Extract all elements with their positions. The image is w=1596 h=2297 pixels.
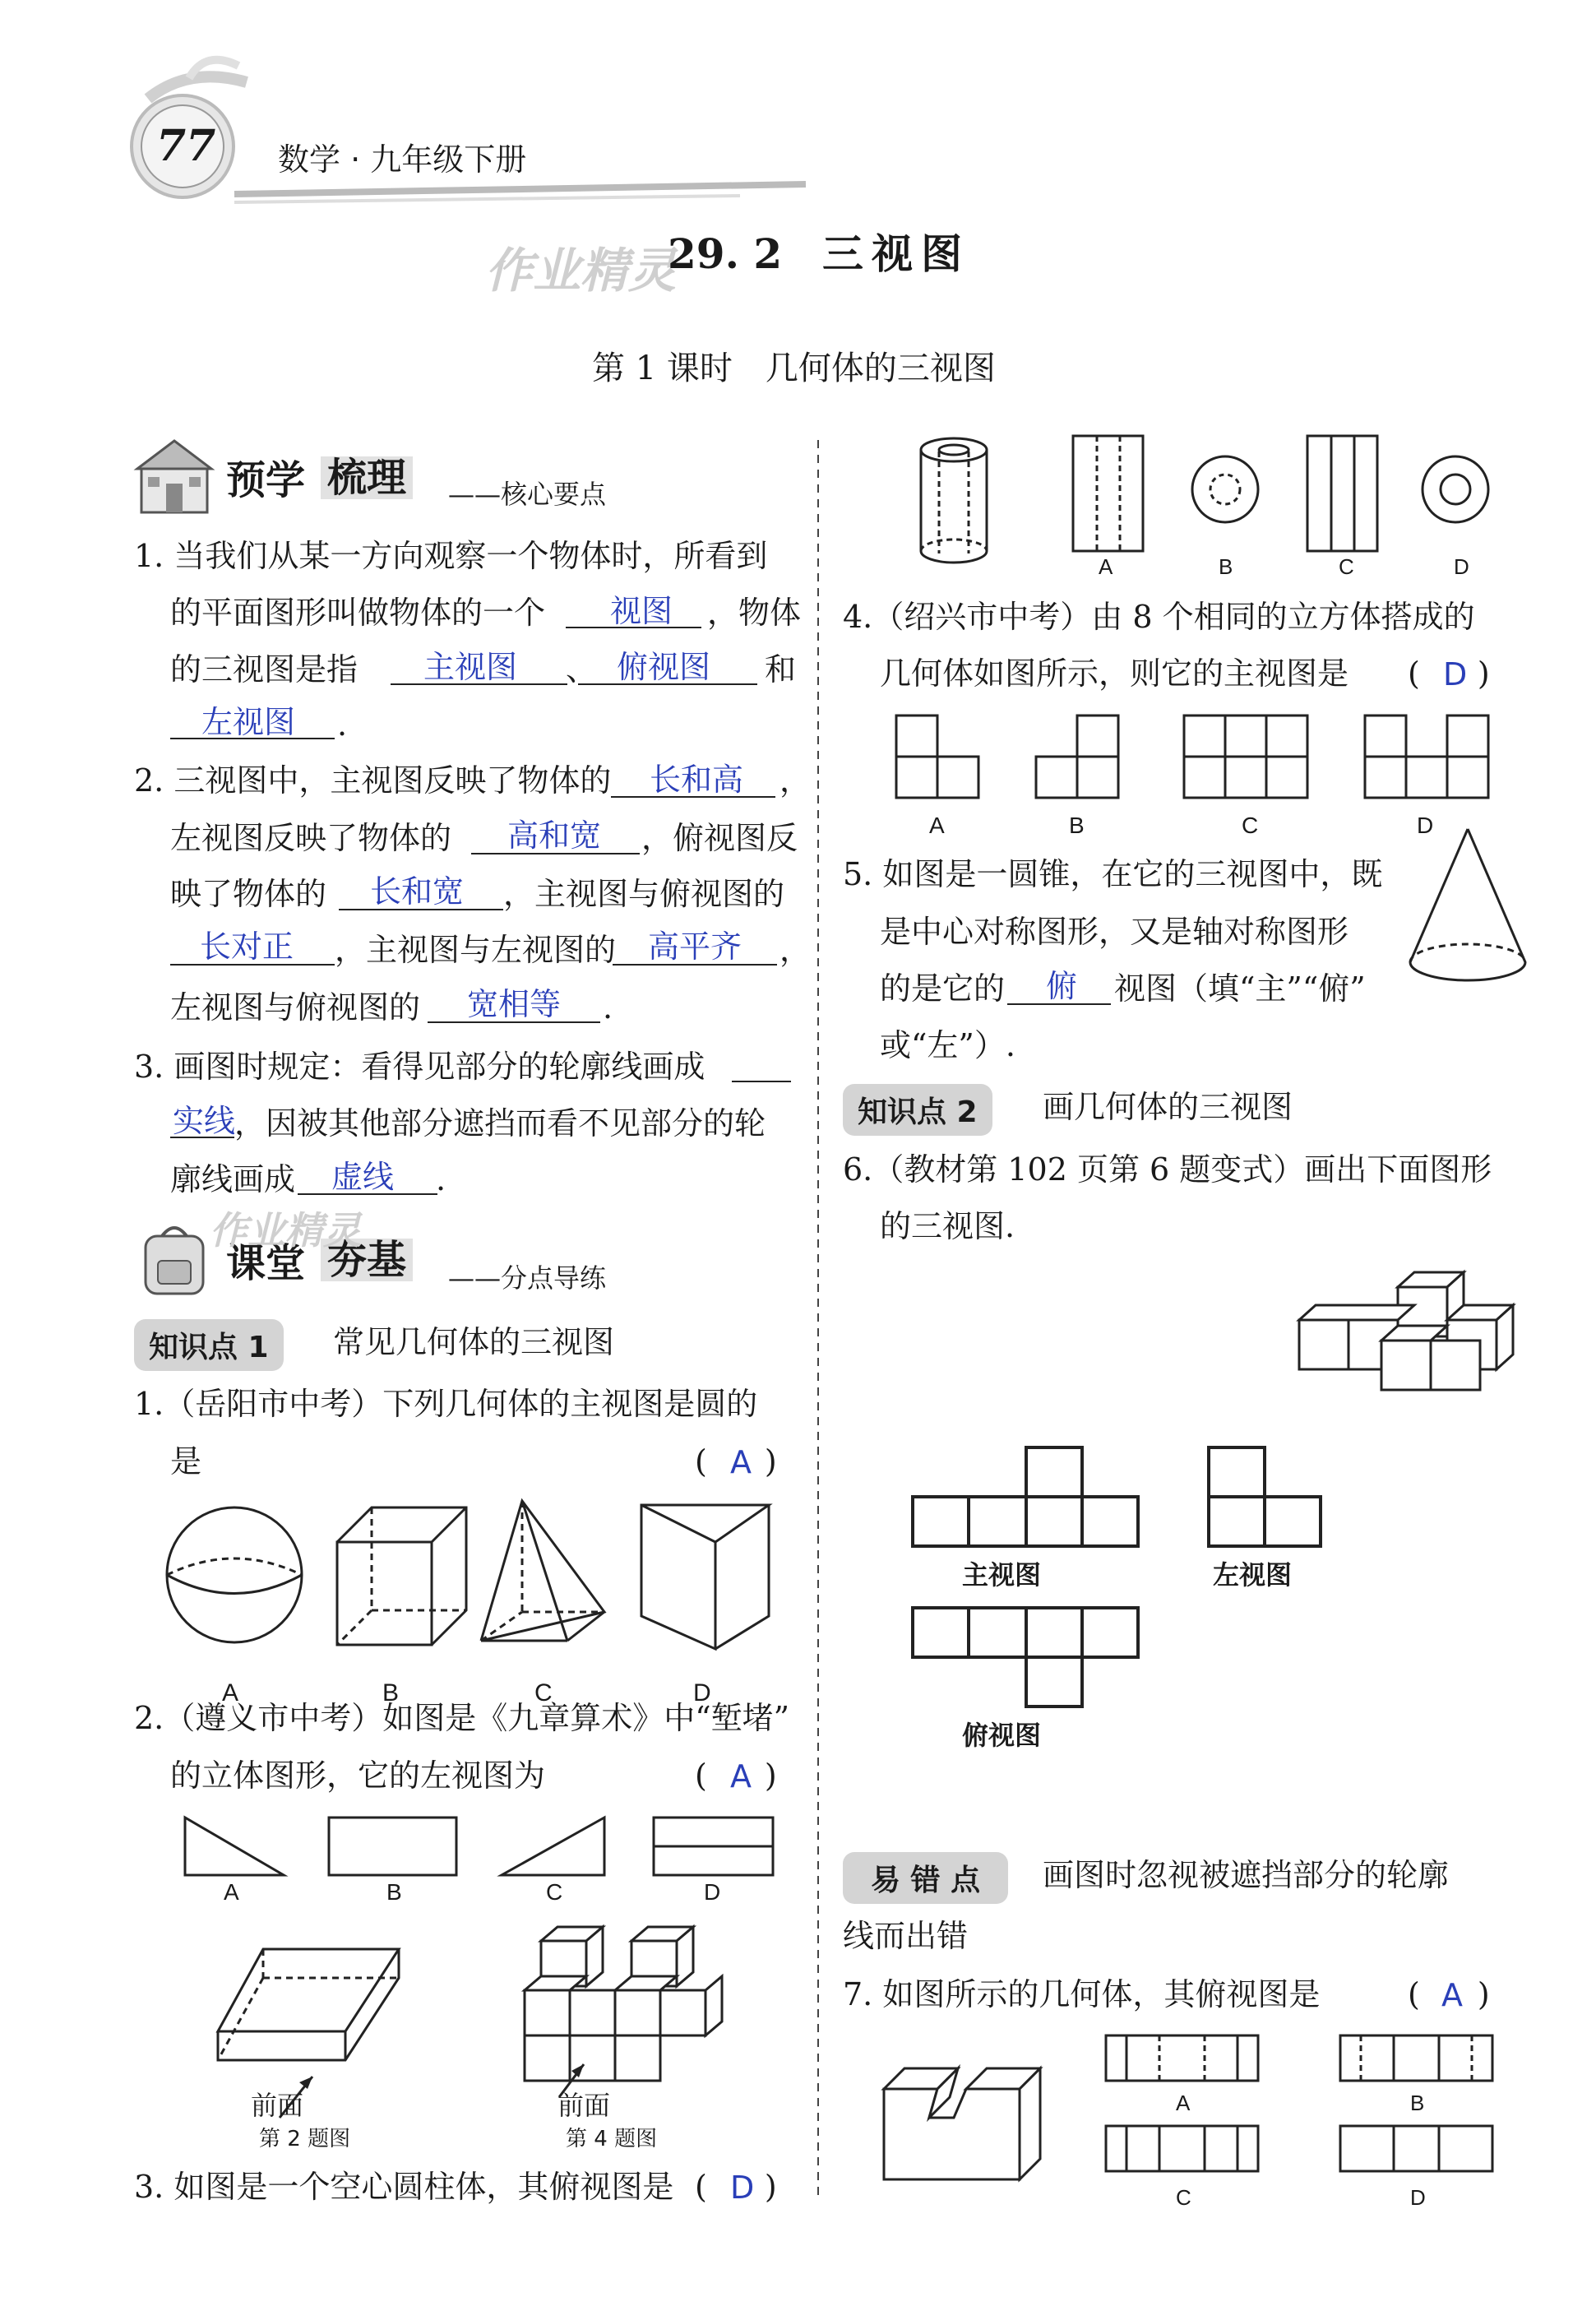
e1-line2: 是: [170, 1443, 202, 1480]
pitfall-title: 画图时忽视被遮挡部分的轮廓: [1043, 1857, 1450, 1893]
figure-q2-front-label: 前面: [251, 2090, 304, 2121]
answer-q2-4: 长对正: [200, 929, 294, 965]
e7-paren: ( ): [1408, 1976, 1490, 2012]
q1-line1: 1. 当我们从某一方向观察一个物体时，所看到: [134, 538, 768, 574]
answer-e2: A: [730, 1758, 752, 1795]
e3-line1: 3. 如图是一个空心圆柱体，其俯视图是: [134, 2169, 674, 2205]
e2-options-figures: [164, 1805, 822, 1896]
e1-option-a: A: [222, 1679, 239, 1707]
e4-paren: ( ): [1408, 655, 1490, 692]
blank-q3-1a: [732, 1081, 791, 1082]
pitfall-title-2: 线而出错: [843, 1918, 969, 1954]
knowledge-point-2-title: 画几何体的三视图: [1043, 1089, 1293, 1125]
classroom-heading-b: 夯基: [321, 1239, 413, 1281]
e6-line1: 6.（教材第 102 页第 6 题变式）画出下面图形: [843, 1151, 1492, 1188]
pitfall-tag: 易 错 点: [843, 1852, 1008, 1904]
e3-figures: [913, 432, 1587, 572]
figure-q4-caption: 第 4 题图: [566, 2127, 658, 2151]
section-title: 三视图: [822, 229, 970, 278]
e7-option-a: A: [1176, 2091, 1191, 2115]
e7-solid-figure: [880, 2056, 1077, 2196]
e4-option-b: B: [1069, 813, 1085, 838]
q2-line2a: 左视图反映了物体的: [170, 820, 452, 856]
header-banner: [0, 0, 1596, 214]
q1-line2a: 的平面图形叫做物体的一个: [170, 595, 546, 631]
answer-q1-3: 俯视图: [617, 649, 711, 685]
figure-q2-caption: 第 2 题图: [259, 2127, 351, 2151]
q3-line1: 3. 画图时规定：看得见部分的轮廓线画成: [134, 1049, 705, 1085]
e7-option-c: C: [1176, 2185, 1191, 2210]
e6-left-view-label: 左视图: [1213, 1559, 1293, 1591]
knowledge-point-2-tag: 知识点 2: [843, 1084, 992, 1136]
e7-line1: 7. 如图所示的几何体，其俯视图是: [843, 1976, 1321, 2012]
q1-sep: 、: [566, 651, 598, 688]
e1-option-b: B: [382, 1679, 400, 1707]
sphere-shape: [167, 1507, 302, 1642]
e3-option-a: A: [1099, 554, 1113, 579]
answer-q1-4: 左视图: [201, 704, 296, 740]
e7-option-d: D: [1410, 2185, 1426, 2210]
e3-paren: ( ): [695, 2169, 777, 2205]
e3-option-c: C: [1339, 554, 1354, 579]
e5-line2: 是中心对称图形，又是轴对称图形: [880, 914, 1349, 950]
e3-option-b: B: [1219, 554, 1233, 579]
e5-line1: 5. 如图是一圆锥，在它的三视图中，既: [843, 856, 1383, 892]
e2-paren: ( ): [695, 1757, 777, 1794]
e6-main-view-label: 主视图: [962, 1559, 1042, 1591]
column-divider: [817, 440, 820, 2200]
e2-line1: 2.（遵义市中考）如图是《九章算术》中“堑堵”: [134, 1700, 790, 1736]
answer-q3-2: 虚线: [331, 1159, 395, 1195]
classroom-subtitle: ——分点导练: [448, 1262, 607, 1294]
e4-option-a: A: [929, 813, 945, 838]
e1-option-d: D: [693, 1679, 711, 1707]
e6-line2: 的三视图.: [880, 1208, 1015, 1244]
q3-end: .: [436, 1161, 446, 1197]
lesson-title: 第 1 课时 几何体的三视图: [592, 350, 996, 387]
answer-q2-5: 高平齐: [648, 929, 742, 965]
e1-paren: ( ): [695, 1443, 777, 1480]
q1-end: .: [337, 706, 348, 743]
answer-e5: 俯: [1046, 968, 1078, 1004]
e2-line2: 的立体图形，它的左视图为: [170, 1757, 546, 1794]
q1-line3b: 和: [765, 651, 797, 688]
cube-shape: [337, 1507, 466, 1645]
watermark: 作业精灵: [485, 243, 677, 299]
answer-q1-2: 主视图: [423, 649, 518, 685]
q2-line3a: 映了物体的: [170, 876, 327, 912]
answer-q3-1: 实线: [173, 1103, 236, 1139]
q3-line2: ，因被其他部分遮挡而看不见部分的轮: [234, 1105, 766, 1142]
e3-option-d: D: [1454, 554, 1469, 579]
preview-subtitle: ——核心要点: [448, 479, 607, 510]
e7-option-b: B: [1410, 2091, 1425, 2115]
q2-end: .: [603, 989, 613, 1026]
answer-e3: D: [730, 2170, 755, 2206]
q2-line4b: ，: [779, 932, 812, 968]
e4-options-figures: [892, 711, 1566, 810]
classroom-heading-a: 课堂: [226, 1240, 306, 1286]
q2-line2b: ，俯视图反: [641, 820, 798, 856]
e1-line1: 1.（岳阳市中考）下列几何体的主视图是圆的: [134, 1386, 758, 1422]
backpack-icon: [133, 1216, 215, 1298]
e2-option-b: B: [386, 1879, 402, 1905]
watermark-2: 作业精灵: [210, 1208, 361, 1253]
e4-line1: 4.（绍兴市中考）由 8 个相同的立方体搭成的: [843, 599, 1475, 635]
q2-line5a: 左视图与俯视图的: [170, 989, 421, 1026]
q1-line2b: ，物体: [707, 595, 802, 631]
answer-e7: A: [1441, 1977, 1463, 2013]
answer-q2-6: 宽相等: [467, 986, 562, 1022]
figure-q2-prism: [214, 1924, 419, 2089]
e4-line2: 几何体如图所示，则它的主视图是: [880, 655, 1349, 692]
school-house-icon: [133, 434, 215, 516]
q2-line4a: ，主视图与左视图的: [335, 932, 617, 968]
q2-line1b: ，: [779, 762, 812, 799]
answer-q2-3: 长和宽: [370, 873, 465, 910]
answer-e1: A: [730, 1444, 752, 1480]
e1-figures: [156, 1493, 814, 1674]
q2-line1a: 2. 三视图中，主视图反映了物体的: [134, 762, 612, 799]
prism-shape: [641, 1505, 769, 1649]
pyramid-shape: [481, 1501, 604, 1641]
knowledge-point-1-title: 常见几何体的三视图: [333, 1324, 615, 1360]
e5-line3b: 视图（填“主”“俯”: [1114, 970, 1366, 1007]
section-number: 29. 2: [668, 229, 783, 278]
e6-top-view-label: 俯视图: [962, 1720, 1042, 1751]
e4-option-d: D: [1417, 813, 1434, 838]
figure-q4-front-label: 前面: [557, 2090, 611, 2121]
e7-options-figures: [1102, 2031, 1529, 2179]
e2-option-c: C: [546, 1879, 563, 1905]
answer-q2-1: 长和高: [650, 762, 744, 798]
preview-heading-a: 预学: [226, 457, 306, 503]
q3-line3: 廓线画成: [170, 1161, 296, 1197]
e6-solid-figure: [1291, 1262, 1529, 1402]
e5-line3a: 的是它的: [880, 970, 1006, 1007]
book-title: 数学 · 九年级下册: [278, 141, 527, 178]
q1-line3a: 的三视图是指: [170, 651, 359, 688]
e2-option-a: A: [224, 1879, 239, 1905]
page-number: 77: [156, 121, 216, 171]
answer-q2-2: 高和宽: [507, 817, 602, 854]
knowledge-point-1-tag: 知识点 1: [134, 1319, 284, 1371]
cone-figure: [1402, 822, 1534, 987]
answer-e4: D: [1443, 656, 1468, 692]
e4-option-c: C: [1242, 813, 1259, 838]
preview-heading-b: 梳理: [321, 456, 413, 499]
e5-line4: 或“左”）.: [880, 1027, 1015, 1063]
e2-option-d: D: [704, 1879, 721, 1905]
answer-q1-1: 视图: [610, 593, 673, 629]
e1-option-c: C: [534, 1679, 553, 1707]
q2-line3b: ，主视图与俯视图的: [503, 876, 785, 912]
